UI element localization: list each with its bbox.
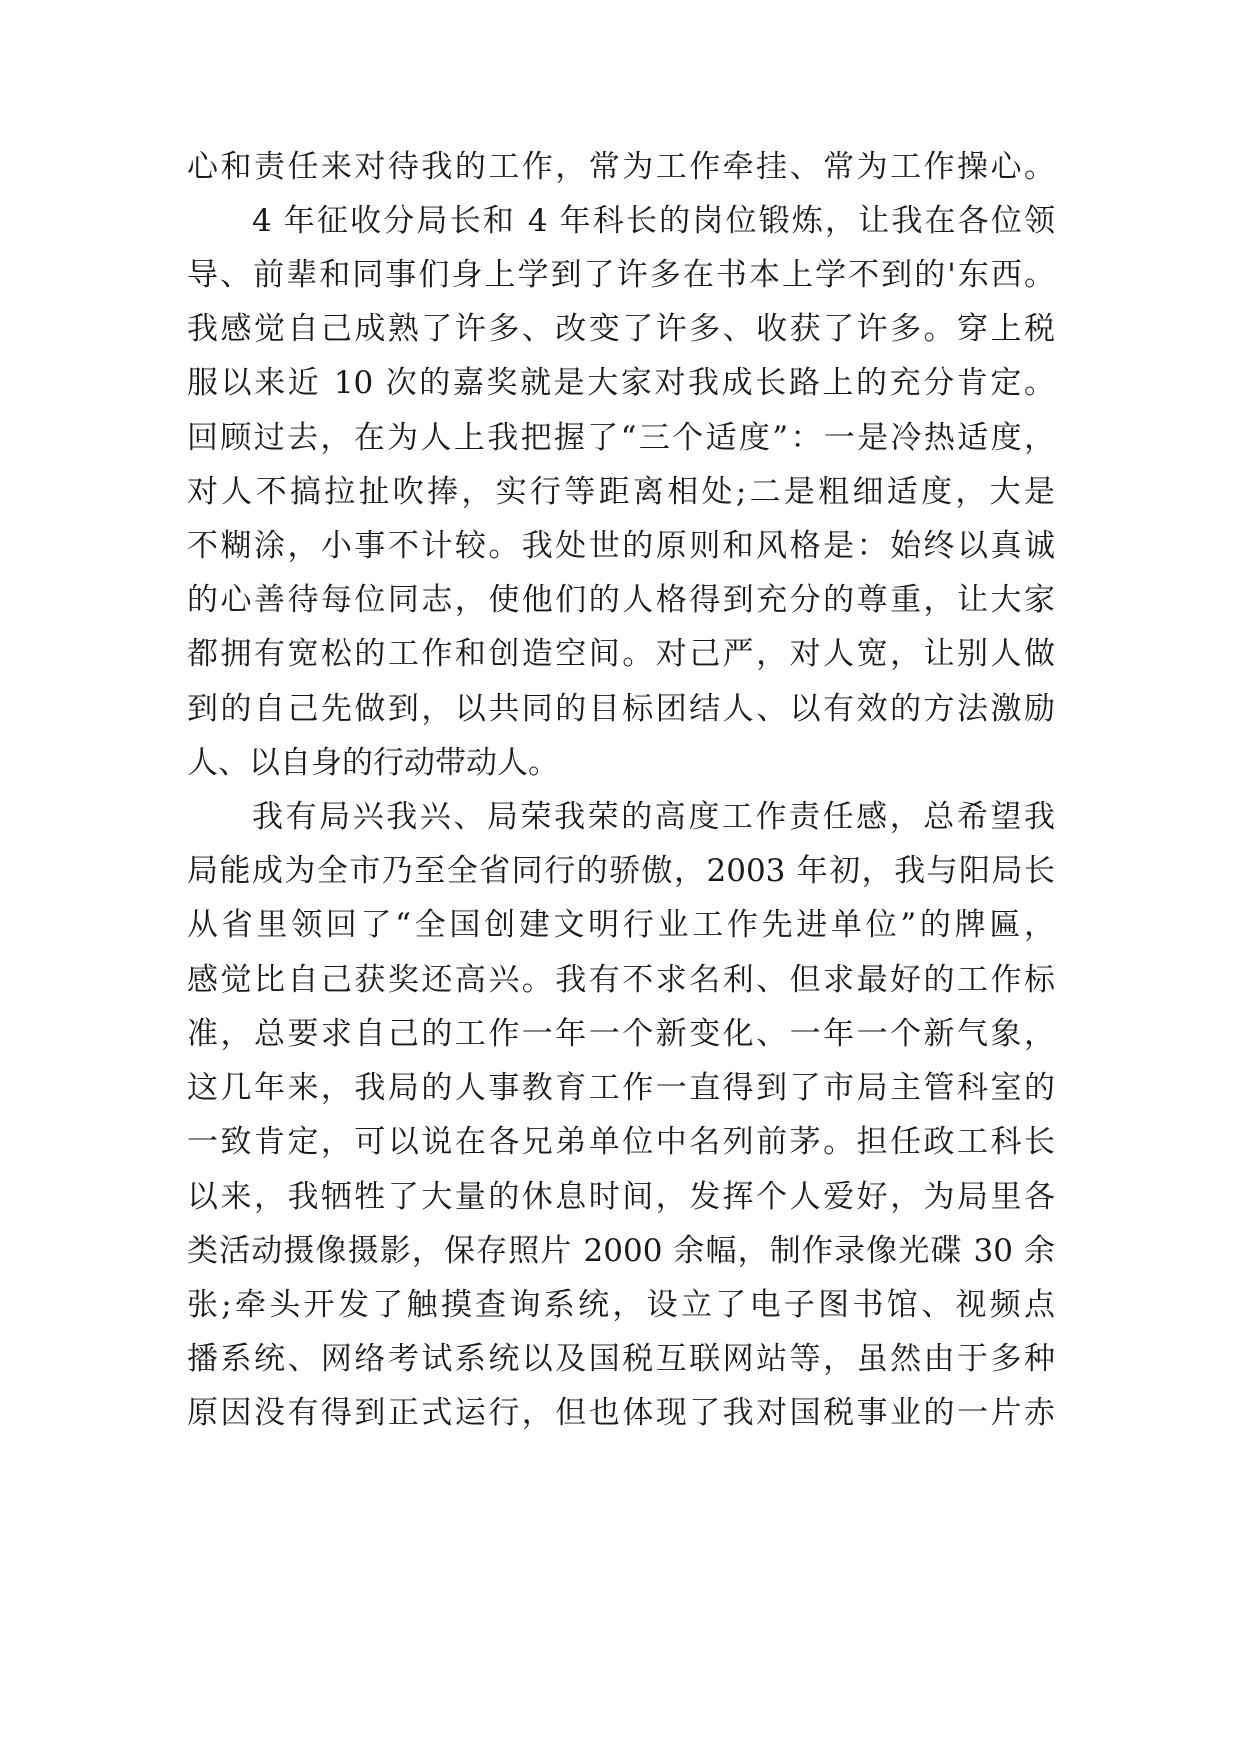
text-line-18: 这几年来，我局的人事教育工作一直得到了市局主管科室的 [187,1070,1055,1106]
text-line-10: 都拥有宽松的工作和创造空间。对己严，对人宽，让别人做 [187,636,1055,672]
text-line-15: 从省里领回了“全国创建文明行业工作先进单位”的牌匾， [187,907,1055,943]
text-line-9: 的心善待每位同志，使他们的人格得到充分的尊重，让大家 [187,582,1055,618]
text-line-11: 到的自己先做到，以共同的目标团结人、以有效的方法激励 [187,691,1055,727]
text-line-2: 4 年征收分局长和 4 年科长的岗位锻炼，让我在各位领 [252,203,1055,239]
text-line-14: 局能成为全市乃至全省同行的骄傲，2003 年初，我与阳局长 [187,853,1055,889]
text-line-13: 我有局兴我兴、局荣我荣的高度工作责任感，总希望我 [252,799,1055,835]
text-line-5: 服以来近 10 次的嘉奖就是大家对我成长路上的充分肯定。 [187,365,1055,401]
text-line-24: 原因没有得到正式运行，但也体现了我对国税事业的一片赤 [187,1395,1055,1431]
text-line-23: 播系统、网络考试系统以及国税互联网站等，虽然由于多种 [187,1341,1055,1377]
text-line-20: 以来，我牺牲了大量的休息时间，发挥个人爱好，为局里各 [187,1179,1055,1215]
text-line-19: 一致肯定，可以说在各兄弟单位中名列前茅。担任政工科长 [187,1124,1055,1160]
text-line-7: 对人不搞拉扯吹捧，实行等距离相处;二是粗细适度，大是 [187,474,1055,510]
text-line-8: 不糊涂，小事不计较。我处世的原则和风格是：始终以真诚 [187,528,1055,564]
text-line-6: 回顾过去，在为人上我把握了“三个适度”：一是冷热适度， [187,420,1055,456]
text-line-1: 心和责任来对待我的工作，常为工作牵挂、常为工作操心。 [187,149,1055,185]
text-line-3: 导、前辈和同事们身上学到了许多在书本上学不到的'东西。 [187,257,1055,293]
text-line-17: 准，总要求自己的工作一年一个新变化、一年一个新气象， [187,1016,1055,1052]
text-line-4: 我感觉自己成熟了许多、改变了许多、收获了许多。穿上税 [187,311,1055,347]
text-line-16: 感觉比自己获奖还高兴。我有不求名利、但求最好的工作标 [187,962,1055,998]
text-line-12: 人、以自身的行动带动人。 [187,745,559,781]
text-line-22: 张;牵头开发了触摸查询系统，设立了电子图书馆、视频点 [187,1287,1055,1323]
text-line-21: 类活动摄像摄影，保存照片 2000 余幅，制作录像光碟 30 余 [187,1233,1055,1269]
